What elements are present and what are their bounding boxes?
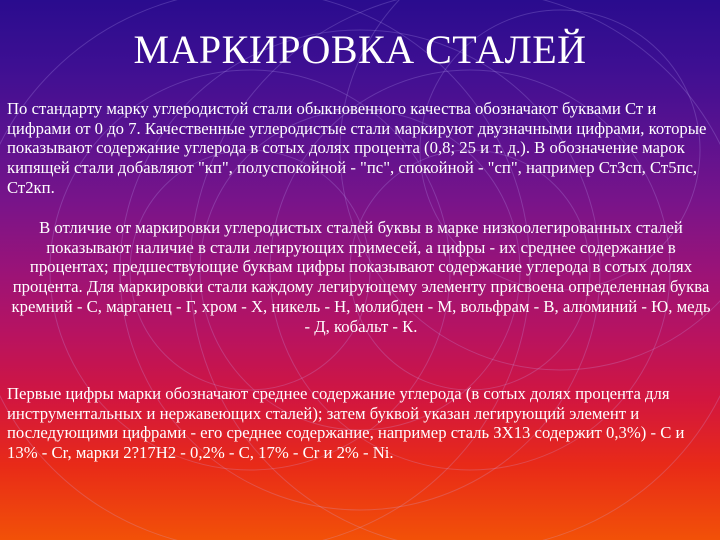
paragraph-grade-digits: Первые цифры марки обозначают среднее содержание углерода (в сотых долях процента для инструментальных и нержавеющих сталей); затем буквой указан легирующий элемент и последующими цифрами - его среднее содержание, например сталь ЗХ13 содержит 0,3%) - С и 13% - Cr, марки 2?17Н2 - 0,2% - С, 17% - Cr и 2% - Ni. bbox=[7, 384, 685, 463]
slide-title: МАРКИРОВКА СТАЛЕЙ bbox=[133, 27, 587, 72]
paragraph-low-alloy-steel: В отличие от маркировки углеродистых сталей буквы в марке низкоолегированных сталей показывают наличие в стали легирующих примесей, а цифры - их среднее содержание в процентах; предшествующие буквам цифры показывают содержание углерода в сотых долях процента. Для маркировки стали каждому легирующему элементу присвоена определенная буква кремний - С, марганец - Г, хром - Х, никель - Н, молибден - М, вольфрам - В, алюминий - Ю, медь - Д, кобальт - К. bbox=[11, 218, 711, 336]
paragraph-carbon-steel: По стандарту марку углеродистой стали обыкновенного качества обозначают буквами Ст и цифрами от 0 до 7. Качественные углеродистые стали маркируют двузначными цифрами, которые показывают содержание углерода в сотых долях процента (0,8; 25 и т. д.). В обозначение марок кипящей стали добавляют "кп", полуспокойной - "пс", спокойной - "сп", например СтЗсп, Ст5пс, Ст2кп. bbox=[7, 99, 707, 197]
